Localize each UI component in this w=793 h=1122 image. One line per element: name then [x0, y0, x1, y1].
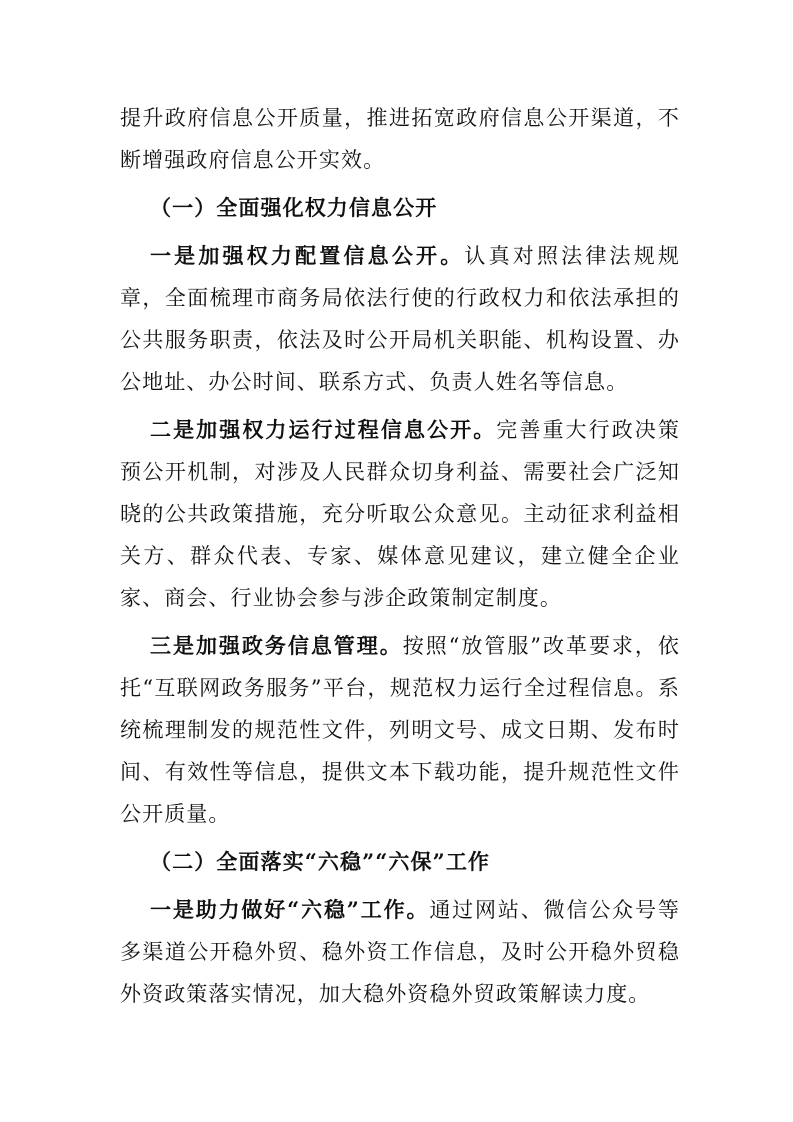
section-1-item-2: [120, 409, 680, 619]
item-body: 认真对照法律法规规章，全面梳理市商务局依法行使的行政权力和依法承担的公共服务职责，依法及时公开局机关职能、机构设置、办公地址、办公时间、联系方式、负责人姓名等信息。: [120, 244, 680, 394]
item-body: 通过网站、微信公众号等多渠道公开稳外贸、稳外资工作信息，及时公开稳外贸稳外资政策落实情况，加大稳外资稳外贸政策解读力度。: [120, 898, 680, 1006]
item-lead: 一是助力做好“六稳”工作。: [150, 897, 430, 922]
section-2-heading: （二）全面落实“六稳”“六保”工作: [150, 849, 491, 874]
item-lead: 三是加强政务信息管理。: [150, 633, 403, 658]
section-1-item-1: [120, 235, 680, 403]
section-1-heading: （一）全面强化权力信息公开: [150, 195, 438, 220]
item-body: 按照“放管服”改革要求，依托“互联网政务服务”平台，规范权力运行全过程信息。系统梳理制发的规范性文件，列明文号、成文日期、发布时间、有效性等信息，提供文本下载功能，提升规范性文件公开质量。: [120, 634, 680, 826]
item-lead: 一是加强权力配置信息公开。: [150, 243, 465, 268]
item-body: 完善重大行政决策预公开机制，对涉及人民群众切身利益、需要社会广泛知晓的公共政策措施，充分听取公众意见。主动征求利益相关方、群众代表、专家、媒体意见建议，建立健全企业家、商会、行业协会参与涉企政策制定制度。: [120, 418, 680, 610]
document-page: [120, 97, 680, 1015]
section-1-item-3: [120, 625, 680, 835]
section-2-item-1: [120, 889, 680, 1015]
item-lead: 二是加强权力运行过程信息公开。: [150, 417, 497, 442]
intro-paragraph: 提升政府信息公开质量，推进拓宽政府信息公开渠道，不断增强政府信息公开实效。: [120, 106, 680, 172]
